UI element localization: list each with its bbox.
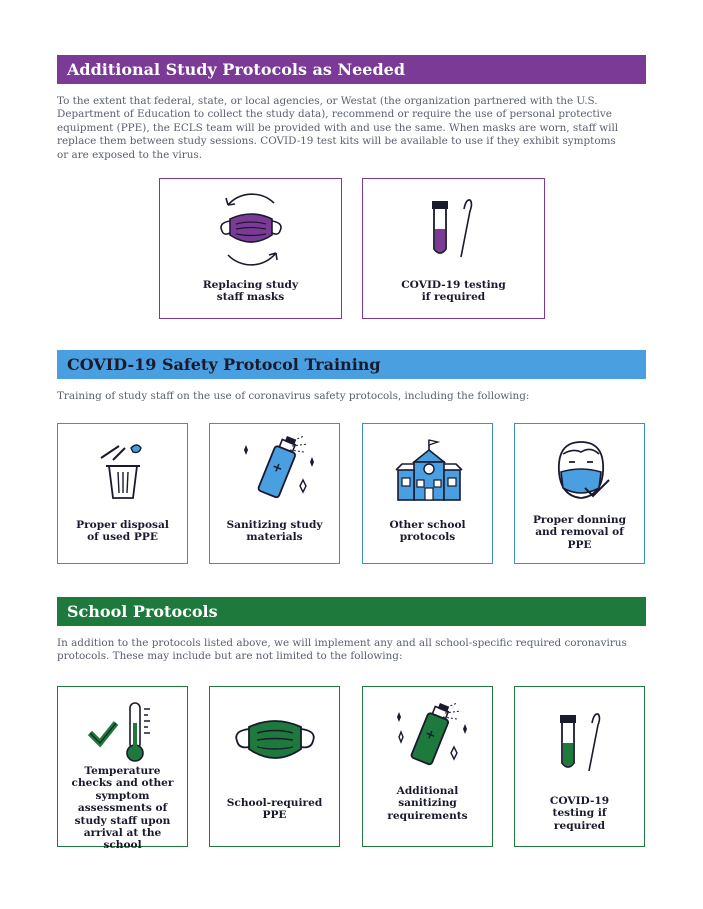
card-label: Replacing study staff masks [202,279,299,304]
section-intro-safety-training: Training of study staff on the use of coronavirus safety protocols, including the following: [57,390,530,402]
card-label: Temperature checks and other symptom assessments of study staff upon arrival at the school [71,765,174,852]
section-banner-additional-protocols: Additional Study Protocols as Needed [57,55,646,84]
card-additional-sanitizing [362,686,493,847]
spray-bottle-icon [385,701,475,771]
spray-bottle-icon [232,434,322,504]
test-kit-icon [419,195,489,265]
section-intro-school-protocols: In addition to the protocols listed above, we will implement any and all school-specific required coronavirus protocols. These may include but are not limited to the following: [57,637,627,663]
trash-can-icon [95,438,155,500]
card-ppe-disposal [57,423,188,564]
card-replacing-masks [159,178,342,319]
card-label: Proper disposal of used PPE [76,519,169,544]
card-label: Sanitizing study materials [226,519,323,544]
section-banner-school-protocols: School Protocols [57,597,646,626]
card-label: COVID-19 testing if required [401,279,506,304]
card-school-covid-testing [514,686,645,847]
card-school-protocols [362,423,493,564]
card-school-required-ppe [209,686,340,847]
card-label: School-required PPE [226,797,323,822]
card-label: Other school protocols [389,519,466,544]
section-banner-safety-training: COVID-19 Safety Protocol Training [57,350,646,379]
test-kit-icon [547,709,617,779]
card-label: Additional sanitizing requirements [387,785,468,822]
card-covid-testing [362,178,545,319]
face-mask-icon [227,711,323,771]
rotating-mask-icon [206,191,296,266]
section-intro-additional-protocols: To the extent that federal, state, or local agencies, or Westat (the organization partnered with the U.S. Department of Education to collect the study data), recommend or require the use of personal protective equipment (PPE), the ECLS team will be provided with and use the same. When masks are worn, staff will replace them between study sessions. COVID-19 test kits will be available to use if they exhibit symptoms or are exposed to the virus. [57,95,619,161]
thermometer-check-icon [86,699,162,763]
card-temperature-checks [57,686,188,852]
card-label: Proper donning and removal of PPE [532,514,627,551]
card-ppe-donning [514,423,645,564]
card-label: COVID-19 testing if required [549,795,610,832]
masked-face-icon [549,436,613,504]
card-sanitizing-materials [209,423,340,564]
school-building-icon [394,436,464,506]
